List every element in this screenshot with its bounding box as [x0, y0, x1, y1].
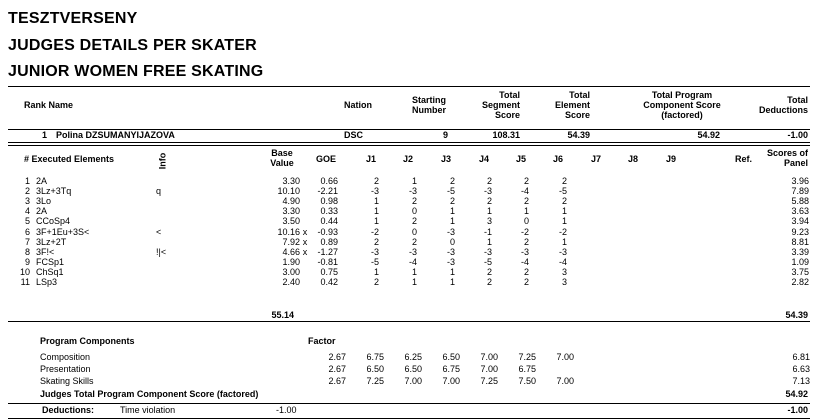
element-goe: -1.27 [317, 246, 338, 257]
element-number: 3 [24, 196, 30, 207]
header-j7: J7 [591, 154, 602, 164]
element-info [156, 206, 188, 216]
element-goe: -2.21 [317, 186, 338, 197]
element-base-value: 3.30 [282, 206, 300, 217]
element-number: 4 [24, 206, 30, 217]
element-judge-score: -5 [558, 186, 567, 197]
element-judge-score: 1 [373, 206, 379, 217]
element-number: 11 [20, 276, 30, 287]
element-base-value: 3.50 [282, 216, 300, 227]
divider [8, 321, 810, 322]
component-judge-score: 7.50 [518, 376, 536, 386]
element-info [156, 216, 188, 226]
element-judge-score: 2 [523, 236, 529, 247]
tes-total: 54.39 [785, 310, 808, 320]
table-row [8, 216, 809, 226]
element-judge-score: 1 [449, 276, 455, 287]
element-base-value: 10.10 [277, 186, 300, 197]
component-judge-score: 6.75 [366, 352, 384, 362]
components-table [8, 351, 810, 387]
element-judge-score: 2 [373, 176, 379, 187]
element-panel-score: 5.88 [791, 196, 809, 207]
element-bonus-mark: x [302, 236, 308, 247]
element-base-value: 10.16 [277, 226, 300, 237]
element-judge-score: 2 [486, 196, 492, 207]
element-bonus-mark [300, 257, 310, 267]
element-goe: -0.81 [317, 256, 338, 267]
element-judge-score: 2 [486, 176, 492, 187]
element-panel-score: 2.82 [791, 276, 809, 287]
skater-start-number: 9 [442, 130, 448, 140]
divider [8, 142, 810, 143]
header-scores-of-panel: Scores of Panel [766, 148, 808, 168]
element-judge-score: 3 [486, 216, 492, 227]
element-panel-score: 9.23 [791, 226, 809, 237]
element-judge-score: 1 [561, 206, 567, 217]
deduction-item: Time violation [120, 405, 176, 415]
table-row [8, 277, 809, 287]
component-judge-score: 6.50 [442, 352, 460, 362]
header-j3: J3 [441, 154, 452, 164]
element-info: q [156, 186, 162, 197]
component-judge-score: 6.50 [366, 364, 384, 374]
element-code: 3F+1Eu+3S< [36, 226, 90, 237]
component-score: 6.81 [792, 352, 810, 362]
deduction-item-value: -1.00 [276, 405, 297, 415]
element-code: ChSq1 [36, 266, 64, 277]
element-base-value: 3.00 [282, 266, 300, 277]
component-name: Skating Skills [40, 376, 94, 386]
element-judge-score: -3 [408, 246, 417, 257]
pcs-total: 54.92 [785, 389, 808, 399]
element-number: 10 [19, 266, 30, 277]
element-judge-score: -3 [370, 186, 379, 197]
component-judge-score: 6.75 [518, 364, 536, 374]
skater-rank: 1 [42, 130, 48, 140]
element-judge-score: -2 [370, 226, 379, 237]
element-base-value: 4.66 [282, 246, 300, 257]
element-info: < [156, 226, 162, 237]
element-panel-score: 7.89 [791, 186, 809, 197]
element-judge-score: 1 [449, 216, 455, 227]
component-judge-score: 7.00 [480, 352, 498, 362]
element-judge-score: 1 [411, 276, 417, 287]
header-pcs: Total Program Component Score (factored) [643, 90, 721, 120]
component-judge-score: 7.00 [480, 364, 498, 374]
skater-name: Polina DZSUMANYIJAZOVA [56, 130, 175, 140]
element-code: 3F!< [36, 246, 55, 257]
element-number: 7 [24, 236, 30, 247]
element-code: 3Lz+3Tq [36, 186, 72, 197]
header-j4: J4 [479, 154, 490, 164]
event-title: JUNIOR WOMEN FREE SKATING [8, 63, 264, 80]
table-row [8, 186, 809, 196]
element-goe: -0.93 [317, 226, 338, 237]
element-judge-score: 0 [449, 236, 455, 247]
element-goe: 0.33 [320, 206, 338, 217]
header-j6: J6 [553, 154, 564, 164]
table-row [8, 247, 809, 257]
skater-pcs: 54.92 [697, 130, 720, 140]
component-score: 6.63 [792, 364, 810, 374]
pcs-total-label: Judges Total Program Component Score (factored) [40, 389, 259, 399]
element-judge-score: 2 [486, 266, 492, 277]
header-rank-name: Rank Name [24, 100, 74, 110]
element-judge-score: 2 [523, 196, 529, 207]
header-j1: J1 [366, 154, 377, 164]
table-row [8, 226, 809, 236]
element-judge-score: -1 [483, 226, 492, 237]
header-base-value: Base Value [270, 148, 294, 168]
component-name: Composition [40, 352, 91, 362]
element-judge-score: -4 [520, 186, 529, 197]
element-judge-score: -5 [483, 256, 492, 267]
element-judge-score: -4 [520, 256, 529, 267]
element-judge-score: 2 [561, 176, 567, 187]
header-tss: Total Segment Score [481, 90, 520, 120]
divider [8, 86, 810, 87]
element-judge-score: 3 [561, 276, 567, 287]
element-judge-score: -3 [520, 246, 529, 257]
deductions-label: Deductions: [42, 405, 95, 415]
component-factor: 2.67 [328, 352, 346, 362]
element-judge-score: 2 [486, 276, 492, 287]
header-nation: Nation [344, 100, 372, 110]
component-judge-score: 7.00 [556, 376, 574, 386]
element-judge-score: 1 [486, 206, 492, 217]
element-bonus-mark [300, 277, 310, 287]
element-judge-score: 2 [449, 196, 455, 207]
element-info [156, 257, 188, 267]
element-judge-score: 3 [561, 266, 567, 277]
element-bonus-mark [300, 176, 310, 186]
element-judge-score: 2 [373, 236, 379, 247]
header-starting-number: Starting Number [411, 95, 446, 115]
element-code: 3Lz+2T [36, 236, 67, 247]
component-judge-score: 6.25 [404, 352, 422, 362]
element-judge-score: 0 [523, 216, 529, 227]
element-judge-score: -3 [483, 186, 492, 197]
deductions-total: -1.00 [787, 405, 808, 415]
table-row [8, 267, 809, 277]
element-info [156, 176, 188, 186]
component-judge-score: 6.50 [404, 364, 422, 374]
element-judge-score: 1 [561, 236, 567, 247]
element-judge-score: -3 [408, 186, 417, 197]
element-bonus-mark [300, 206, 310, 216]
component-judge-score: 7.00 [556, 352, 574, 362]
element-judge-score: -2 [520, 226, 529, 237]
element-number: 1 [24, 176, 30, 187]
element-code: FCSp1 [36, 256, 65, 267]
component-judge-score: 7.25 [366, 376, 384, 386]
element-judge-score: -2 [558, 226, 567, 237]
element-panel-score: 3.39 [791, 246, 809, 257]
element-code: CCoSp4 [36, 216, 71, 227]
element-judge-score: 1 [411, 176, 417, 187]
element-judge-score: -3 [446, 246, 455, 257]
table-row [8, 375, 810, 387]
element-judge-score: 1 [373, 216, 379, 227]
element-judge-score: 2 [561, 196, 567, 207]
element-base-value: 3.30 [282, 176, 300, 187]
element-info: !|< [156, 246, 167, 257]
element-base-value: 7.92 [282, 236, 300, 247]
component-judge-score: 7.25 [480, 376, 498, 386]
header-info: Info [157, 152, 168, 170]
table-row [8, 351, 810, 363]
table-row [8, 196, 809, 206]
element-bonus-mark [300, 267, 310, 277]
table-row [8, 176, 809, 186]
component-judge-score: 6.75 [442, 364, 460, 374]
element-number: 2 [24, 186, 30, 197]
element-number: 8 [24, 246, 30, 257]
base-value-total: 55.14 [271, 310, 294, 320]
skater-tes: 54.39 [567, 130, 590, 140]
skater-nation: DSC [344, 130, 364, 140]
element-goe: 0.66 [320, 176, 338, 187]
element-base-value: 4.90 [282, 196, 300, 207]
header-tes: Total Element Score [554, 90, 590, 120]
competition-title: TESZTVERSENY [8, 10, 138, 27]
element-judge-score: -4 [558, 256, 567, 267]
element-bonus-mark: x [302, 246, 308, 257]
header-goe: GOE [316, 154, 337, 164]
element-judge-score: 2 [411, 236, 417, 247]
element-code: 3Lo [36, 196, 52, 207]
element-judge-score: -5 [370, 256, 379, 267]
element-judge-score: -3 [446, 256, 455, 267]
element-panel-score: 3.94 [791, 216, 809, 227]
component-factor: 2.67 [328, 364, 346, 374]
element-judge-score: 2 [411, 216, 417, 227]
element-code: 2A [36, 176, 48, 187]
divider [8, 145, 810, 146]
component-judge-score [536, 363, 574, 375]
header-j5: J5 [516, 154, 527, 164]
factor-heading: Factor [308, 336, 336, 346]
component-judge-score: 7.00 [404, 376, 422, 386]
component-name: Presentation [40, 364, 91, 374]
element-panel-score: 8.81 [791, 236, 809, 247]
element-judge-score: -4 [408, 256, 417, 267]
element-judge-score: -3 [558, 246, 567, 257]
element-bonus-mark: x [302, 226, 308, 237]
element-judge-score: 2 [523, 266, 529, 277]
component-score: 7.13 [792, 376, 810, 386]
element-code: 2A [36, 206, 48, 217]
component-factor: 2.67 [328, 376, 346, 386]
element-goe: 0.98 [320, 196, 338, 207]
element-judge-score: 1 [449, 266, 455, 277]
element-base-value: 1.90 [282, 256, 300, 267]
element-info [156, 267, 188, 277]
element-goe: 0.89 [320, 236, 338, 247]
report-title: JUDGES DETAILS PER SKATER [8, 37, 257, 54]
element-goe: 0.42 [320, 276, 338, 287]
element-judge-score: 1 [373, 266, 379, 277]
element-goe: 0.75 [320, 266, 338, 277]
element-code: LSp3 [36, 276, 58, 287]
element-judge-score: 1 [561, 216, 567, 227]
skater-deductions: -1.00 [787, 130, 808, 140]
element-judge-score: 2 [411, 196, 417, 207]
element-judge-score: 1 [449, 206, 455, 217]
element-bonus-mark [300, 186, 310, 196]
element-info [156, 277, 188, 287]
element-judge-score: -3 [483, 246, 492, 257]
element-goe: 0.44 [320, 216, 338, 227]
element-panel-score: 3.63 [791, 206, 809, 217]
element-bonus-mark [300, 196, 310, 206]
elements-table [8, 176, 809, 287]
element-panel-score: 1.09 [791, 256, 809, 267]
element-judge-score: -3 [370, 246, 379, 257]
element-judge-score: -3 [446, 226, 455, 237]
element-judge-score: 1 [486, 236, 492, 247]
element-panel-score: 3.96 [791, 176, 809, 187]
element-judge-score: 2 [373, 276, 379, 287]
table-row [8, 237, 809, 247]
element-base-value: 2.40 [282, 276, 300, 287]
header-executed-elements: # Executed Elements [24, 154, 115, 164]
element-info [156, 196, 188, 206]
element-judge-score: 1 [411, 266, 417, 277]
header-j8: J8 [628, 154, 639, 164]
header-ref: Ref. [735, 154, 753, 164]
component-judge-score: 7.00 [442, 376, 460, 386]
element-info [156, 237, 188, 247]
header-deductions: Total Deductions [758, 95, 808, 115]
element-judge-score: 2 [523, 276, 529, 287]
element-judge-score: -5 [446, 186, 455, 197]
element-number: 9 [24, 256, 30, 267]
element-judge-score: 1 [373, 196, 379, 207]
element-judge-score: 0 [411, 226, 417, 237]
element-judge-score: 2 [449, 176, 455, 187]
element-panel-score: 3.75 [791, 266, 809, 277]
component-judge-score: 7.25 [518, 352, 536, 362]
element-number: 6 [24, 226, 30, 237]
header-j2: J2 [403, 154, 414, 164]
table-row [8, 363, 810, 375]
table-row [8, 206, 809, 216]
element-judge-score: 2 [523, 176, 529, 187]
header-j9: J9 [666, 154, 677, 164]
table-row [8, 257, 809, 267]
element-number: 5 [24, 216, 30, 227]
program-components-heading: Program Components [40, 336, 135, 346]
element-bonus-mark [300, 216, 310, 226]
skater-tss: 108.31 [492, 130, 520, 140]
element-judge-score: 1 [523, 206, 529, 217]
element-judge-score: 0 [411, 206, 417, 217]
